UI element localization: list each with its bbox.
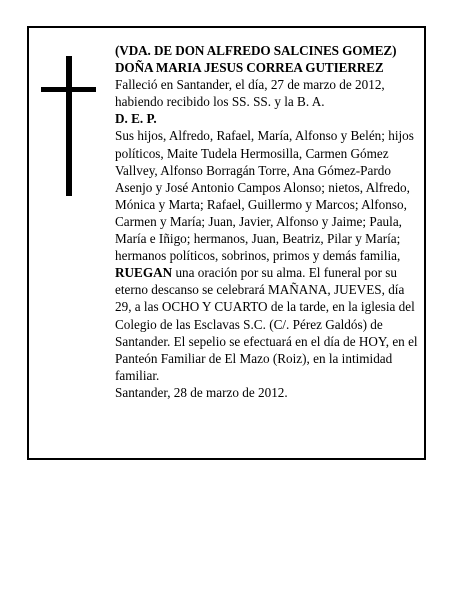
notice-text [115,42,421,401]
funeral-paragraph [115,264,421,384]
widow-line: (VDA. DE DON ALFREDO SALCINES GOMEZ) [115,43,397,58]
cross-icon [41,56,96,196]
dep-line: D. E. P. [115,111,157,127]
ruegan-word: RUEGAN [115,265,173,281]
death-statement: Falleció en Santander, el día, 27 de marzo de 2012, habiendo recibido los SS. SS. y la B. A. [115,77,385,110]
place-date: Santander, 28 de marzo de 2012. [115,384,288,400]
deceased-name: DOÑA MARIA JESUS CORREA GUTIERREZ [115,60,384,76]
family-list: Sus hijos, Alfredo, Rafael, María, Alfonso y Belén; hijos políticos, Maite Tudela Hermosilla, Carmen Gómez Vallvey, Alfonso Borragán Torre, Ana Gómez-Pardo Asenjo y José Antonio Campos Alonso; nietos, Alfredo, Mónica y Marta; Rafael, Guillermo y Marcos; Alfonso, Carmen y María; Juan, Javier, Alfonso y Jaime; Paula, María e Iñigo; hermanos, Juan, Beatriz, Pilar y María; hermanos políticos, sobrinos, primos y demás familia, [115,128,414,264]
cross-vertical-bar [66,56,72,196]
cross-horizontal-bar [41,87,96,92]
obituary-notice [27,26,426,460]
funeral-details: una oración por su alma. El funeral por su eterno descanso se celebrará MAÑANA, JUEVES, día 29, a las OCHO Y CUARTO de la tarde, en la iglesia del Colegio de las Esclavas S.C. (C/. Pérez Galdós) de Santander. El sepelio se efectuará en el día de HOY, en el Panteón Familiar de El Mazo (Roiz), en la intimidad familiar. [115,265,418,383]
